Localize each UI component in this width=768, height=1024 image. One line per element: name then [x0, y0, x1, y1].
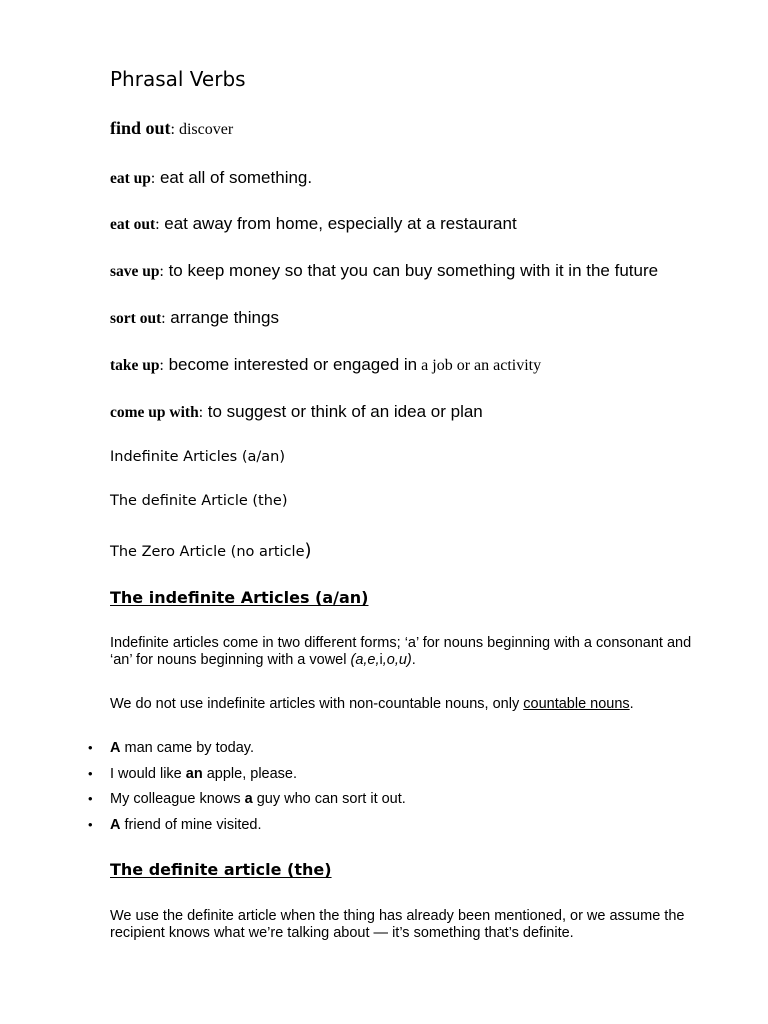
section-heading-indefinite: The indefinite Articles (a/an)	[110, 588, 369, 607]
phrasal-verb-sort-out	[110, 308, 279, 328]
verb-term: come up with	[110, 404, 199, 421]
section-heading-definite: The definite article (the)	[110, 860, 332, 879]
verb-colon: :	[159, 263, 164, 280]
vowel-list-part: ,o,u)	[382, 652, 412, 668]
article-type-zero-label: The Zero Article (no article	[110, 544, 305, 560]
paragraph-text: .	[629, 696, 634, 712]
phrasal-verb-come-up-with	[110, 402, 483, 422]
example-article: a	[244, 791, 253, 808]
example-text: man came by today.	[120, 740, 255, 756]
example-text: friend of mine visited.	[120, 817, 262, 834]
verb-colon: :	[150, 170, 156, 187]
article-type-zero-paren: )	[304, 540, 312, 561]
indefinite-paragraph-2	[110, 696, 710, 713]
phrasal-verb-eat-up	[110, 168, 312, 188]
phrasal-verb-find-out	[110, 118, 233, 139]
bullet-icon: •	[88, 817, 93, 833]
verb-term: eat out	[110, 216, 156, 233]
verb-definition: to keep money so that you can buy something with it in the future	[163, 261, 659, 280]
page-title: Phrasal Verbs	[110, 67, 246, 91]
verb-definition: eat all of something.	[155, 168, 313, 187]
example-article: an	[185, 765, 203, 782]
article-type-definite: The definite Article (the)	[110, 493, 288, 509]
verb-term: find out	[110, 118, 171, 138]
definite-paragraph: We use the definite article when the thing has already been mentioned, or we assume the recipient knows what we’re talking about — it’s something that’s definite.	[110, 908, 685, 941]
verb-definition-tail: a job or an activity	[417, 357, 542, 374]
example-text: I would like	[110, 765, 186, 782]
phrasal-verb-eat-out	[110, 214, 517, 234]
verb-definition: discover	[174, 121, 234, 138]
example-text: guy who can sort it out.	[252, 791, 406, 808]
vowel-list-part: (a,e,	[350, 652, 380, 668]
example-text: My colleague knows	[110, 791, 245, 808]
paragraph-text: Indefinite articles come in two different forms; ‘a’ for nouns beginning with a consonant and ‘an’ for nouns beginning with a vowel	[110, 635, 692, 668]
verb-term: sort out	[110, 310, 162, 327]
verb-colon: :	[198, 404, 204, 421]
vowel-list-part: i	[379, 652, 383, 668]
verb-definition: arrange things	[165, 308, 279, 327]
bullet-icon: •	[88, 740, 93, 755]
verb-colon: :	[159, 357, 164, 374]
verb-colon: :	[161, 310, 166, 327]
verb-colon: :	[155, 216, 160, 233]
paragraph-text: We do not use indefinite articles with non-countable nouns, only	[110, 696, 524, 712]
list-item	[88, 791, 406, 817]
indefinite-paragraph-1	[110, 635, 710, 669]
phrasal-verb-take-up	[110, 355, 541, 375]
list-item	[88, 766, 406, 792]
bullet-icon: •	[88, 765, 93, 781]
verb-colon: :	[170, 121, 175, 138]
example-list	[88, 740, 406, 843]
verb-definition: become interested or engaged in	[163, 355, 418, 374]
verb-definition: to suggest or think of an idea or plan	[203, 402, 483, 421]
verb-term: eat up	[110, 170, 151, 187]
list-item	[88, 817, 406, 843]
verb-term: take up	[110, 357, 160, 374]
bullet-icon: •	[88, 791, 93, 807]
countable-nouns-link[interactable]: countable nouns	[523, 696, 630, 712]
phrasal-verb-save-up	[110, 261, 658, 281]
example-article: A	[110, 740, 121, 756]
verb-definition: eat away from home, especially at a restaurant	[159, 214, 517, 233]
article-type-zero	[110, 540, 312, 561]
verb-term: save up	[110, 263, 160, 280]
article-type-indefinite: Indefinite Articles (a/an)	[110, 449, 285, 465]
example-article: A	[110, 817, 121, 834]
example-text: apple, please.	[202, 765, 298, 782]
paragraph-text: .	[411, 652, 416, 668]
list-item	[88, 740, 406, 766]
